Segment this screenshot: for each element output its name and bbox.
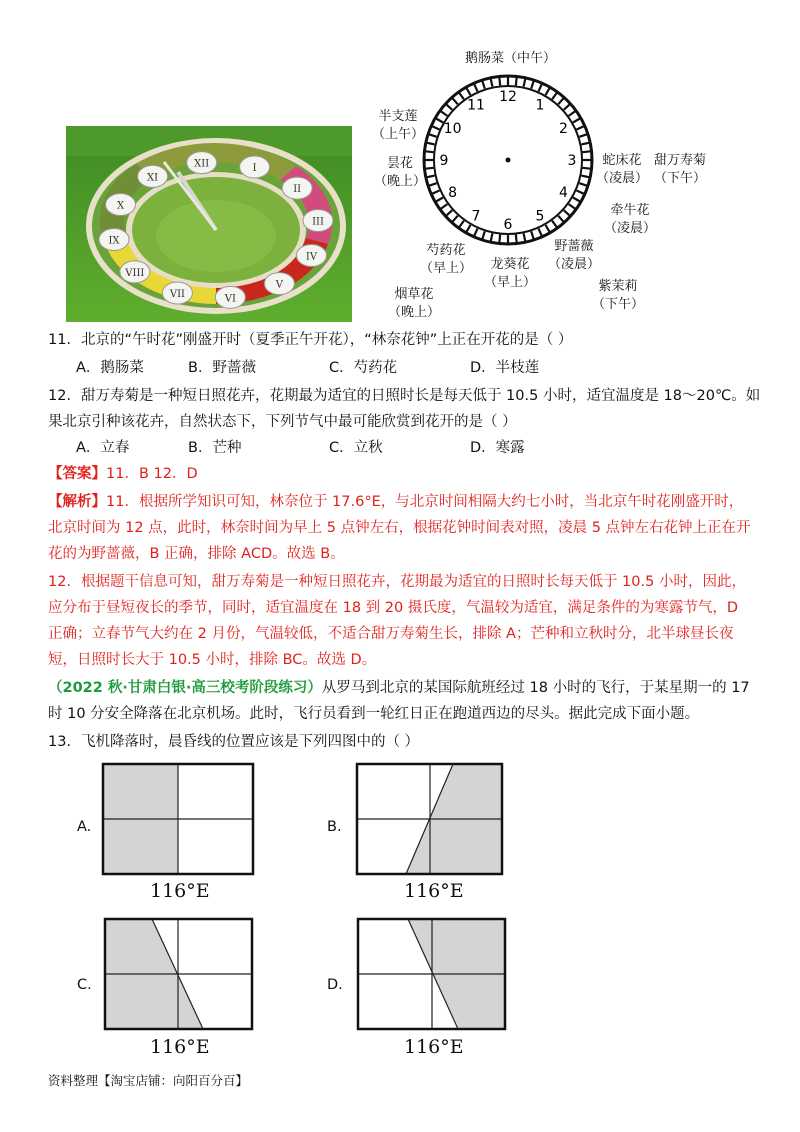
clock-number: 7 — [471, 208, 481, 225]
dial-numeral: VI — [224, 293, 236, 305]
question-12-line1: 12．甜万寿菊是一种短日照花卉，花期最为适宜的日照时长是每天低于 10.5 小时，适宜温度是 18～20℃。如 — [48, 388, 761, 404]
q11-option-d: D．半枝莲 — [470, 360, 540, 376]
label-jasmine: 紫茉莉 （下午） — [592, 279, 645, 312]
clock-tick — [516, 235, 517, 243]
analysis-line-1: 【解析】11．根据所学知识可知，林奈位于 17.6°E，与北京时间相隔大约七小时，当北京午时花刚盛开时， — [48, 494, 744, 510]
diagram-b-label: B. — [327, 819, 342, 835]
intro-line-1: （2022 秋·甘肃白银·高三校考阶段练习）从罗马到北京的某国际航班经过 18 小时的飞行，于某星期一的 17 — [48, 680, 750, 696]
clock-number: 11 — [467, 97, 485, 114]
q12-option-c: C．立秋 — [329, 440, 383, 456]
clock-number: 4 — [558, 185, 568, 201]
label-peony: 芍药花 （早上） — [420, 243, 473, 276]
dial-numeral: II — [293, 184, 302, 196]
analysis-line-7: 短，日照时长大于 10.5 小时，排除 BC。故选 D。 — [48, 652, 377, 668]
analysis-line-6: 正确；立春节气大约在 2 月份，气温较低，不适合甜万寿菊生长，排除 A；芒种和立秋时分，北半球昼长夜 — [48, 626, 734, 642]
diagram-d-longitude: 116°E — [404, 1036, 464, 1058]
q12-option-d: D．寒露 — [470, 440, 525, 456]
label-sweet-chrysanthemum: 甜万寿菊 （下午） — [654, 153, 707, 186]
clock-tick — [516, 77, 517, 85]
dial-numeral: VII — [169, 289, 185, 301]
footer-source: 资料整理【淘宝店铺：向阳百分百】 — [48, 1073, 249, 1088]
clock-number: 9 — [439, 153, 449, 169]
clock-number: 2 — [558, 121, 568, 137]
clock-tick — [583, 168, 591, 169]
diagram-c — [105, 919, 252, 1029]
q11-option-a: A．鹅肠菜 — [76, 360, 144, 376]
terminator-diagrams — [0, 750, 800, 1070]
label-tanhua: 昙花 （晚上） — [374, 156, 427, 189]
dial-numeral: V — [275, 279, 284, 291]
analysis-line-4: 12．根据题干信息可知，甜万寿菊是一种短日照花卉，花期最为适宜的日照时长每天低于 10.5 小时，因此， — [48, 574, 746, 590]
question-11: 11．北京的“午时花”刚盛开时（夏季正午开花），“林奈花钟”上正在开花的是（ ） — [48, 332, 573, 348]
question-13: 13．飞机降落时，晨昏线的位置应该是下列四图中的（ ） — [48, 734, 420, 750]
source-tag: （2022 秋·甘肃白银·高三校考阶段练习） — [48, 680, 322, 696]
q11-option-b: B．野蔷薇 — [188, 360, 256, 376]
diagram-d — [358, 919, 505, 1029]
label-snake-bed: 蛇床花 （凌晨） — [596, 153, 649, 186]
diagram-a-label: A. — [77, 819, 92, 835]
analysis-line-5: 应分布于昼短夜长的季节，同时，适宜温度在 18 到 20 摄氏度，气温较为适宜，满足条件的为寒露节气，D — [48, 600, 738, 616]
q11-option-c: C．芍药花 — [329, 360, 398, 376]
dial-numeral: I — [252, 162, 257, 174]
label-noon: 鹅肠菜（中午） — [465, 51, 557, 66]
dial-numeral: X — [116, 200, 125, 212]
flower-clock-photo — [66, 126, 352, 322]
clock-number: 5 — [535, 208, 545, 225]
dial-numeral: IV — [305, 251, 318, 263]
clock-tick — [425, 168, 433, 169]
diagram-b-longitude: 116°E — [404, 880, 464, 902]
answer-line: 【答案】11．B 12．D — [48, 466, 198, 482]
diagram-d-label: D. — [327, 977, 343, 993]
clock-number: 10 — [443, 121, 462, 137]
dial-numeral: VIII — [125, 267, 145, 279]
analysis-line-3: 花的为野蔷薇，B 正确，排除 ACD。故选 B。 — [48, 546, 345, 562]
diagram-c-longitude: 116°E — [150, 1036, 210, 1058]
analysis-line-2: 北京时间为 12 点，此时，林奈时间为早上 5 点钟左右，根据花钟时间表对照，凌晨 5 点钟左右花钟上正在开 — [48, 520, 751, 536]
label-morning-glory: 牵牛花 （凌晨） — [604, 203, 657, 236]
question-12-line2: 果北京引种该花卉，自然状态下，下列节气中最可能欣赏到花开的是（ ） — [48, 414, 517, 430]
clock-number: 12 — [499, 89, 517, 105]
dial-numeral: III — [312, 216, 324, 228]
q12-option-b: B．芒种 — [188, 440, 242, 456]
intro-line-2: 时 10 分安全降落在北京机场。此时，飞行员看到一轮红日正在跑道西边的尽头。据此完成下面小题。 — [48, 706, 700, 722]
clock-tick — [499, 235, 500, 243]
diagram-a — [103, 764, 253, 874]
diagram-c-label: C. — [77, 977, 92, 993]
q12-option-a: A．立春 — [76, 440, 130, 456]
clock-number: 8 — [448, 185, 458, 201]
label-sunflower: 龙葵花 （早上） — [484, 257, 537, 290]
clock-tick — [499, 77, 500, 85]
dial-numeral: XII — [194, 158, 210, 170]
clock-tick — [583, 151, 591, 152]
clock-number: 6 — [503, 217, 513, 233]
label-tobacco: 烟草花 （晚上） — [388, 287, 441, 320]
flower-clock-diagram — [370, 40, 800, 330]
diagram-b — [357, 764, 502, 874]
clock-tick — [425, 151, 433, 152]
diagram-a-longitude: 116°E — [150, 880, 210, 902]
clock-center-dot — [506, 158, 511, 163]
dial-numeral: IX — [108, 235, 120, 247]
label-wild-rose: 野蔷薇 （凌晨） — [548, 239, 601, 272]
clock-number: 1 — [535, 97, 545, 114]
label-half-lotus: 半支莲 （上午） — [372, 109, 425, 142]
dial-numeral: XI — [147, 172, 159, 184]
clock-number: 3 — [567, 153, 577, 169]
